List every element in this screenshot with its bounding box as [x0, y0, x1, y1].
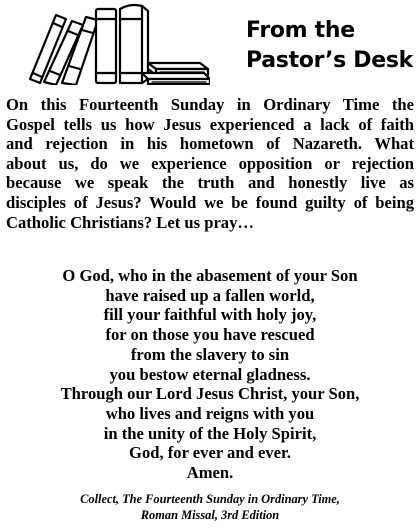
prayer-amen: Amen. [186, 463, 234, 483]
prayer-line: who lives and reigns with you [105, 403, 315, 423]
intro-line: disciples of Jesus? Would we be found guilty of being [6, 192, 414, 212]
citation-line-2: Roman Missal, 3rd Edition [140, 507, 280, 522]
source-citation [0, 492, 420, 523]
title-line-2: Pastor’s Desk [246, 48, 413, 73]
prayer-line: have raised up a fallen world, [105, 285, 315, 305]
prayer-line: fill your faithful with holy joy, [103, 305, 317, 325]
tall-book [96, 9, 116, 83]
prayer-line: for on those you have rescued [105, 325, 315, 345]
intro-line: about us, do we experience opposition or rejection [6, 153, 414, 173]
intro-paragraph [6, 95, 414, 232]
title-line-1: From the [246, 18, 355, 43]
pastors-desk-title [246, 16, 418, 76]
books-icon [24, 3, 210, 85]
prayer-line: God, for ever and ever. [129, 443, 291, 463]
header [0, 0, 420, 90]
intro-line: Gospel tells us how Jesus experienced a lack of faith [6, 114, 414, 134]
collect-prayer [0, 266, 420, 483]
prayer-line: from the slavery to sin [130, 344, 290, 364]
prayer-line: you bestow eternal gladness. [109, 364, 311, 384]
prayer-line: in the unity of the Holy Spirit, [103, 423, 317, 443]
intro-line: On this Fourteenth Sunday in Ordinary Time the [6, 95, 414, 114]
prayer-line: Through our Lord Jesus Christ, your Son, [60, 384, 360, 404]
citation-line-1: Collect, The Fourteenth Sunday in Ordinary Time, [80, 492, 340, 506]
prayer-line: O God, who in the abasement of your Son [62, 266, 358, 285]
intro-line: Catholic Christians? Let us pray… [6, 212, 254, 232]
tallest-book [120, 5, 148, 83]
intro-line: because we speak the truth and honestly live as [6, 173, 414, 193]
intro-line: and rejection in his hometown of Nazareth. What [6, 134, 414, 154]
lying-book-stack [142, 63, 210, 84]
